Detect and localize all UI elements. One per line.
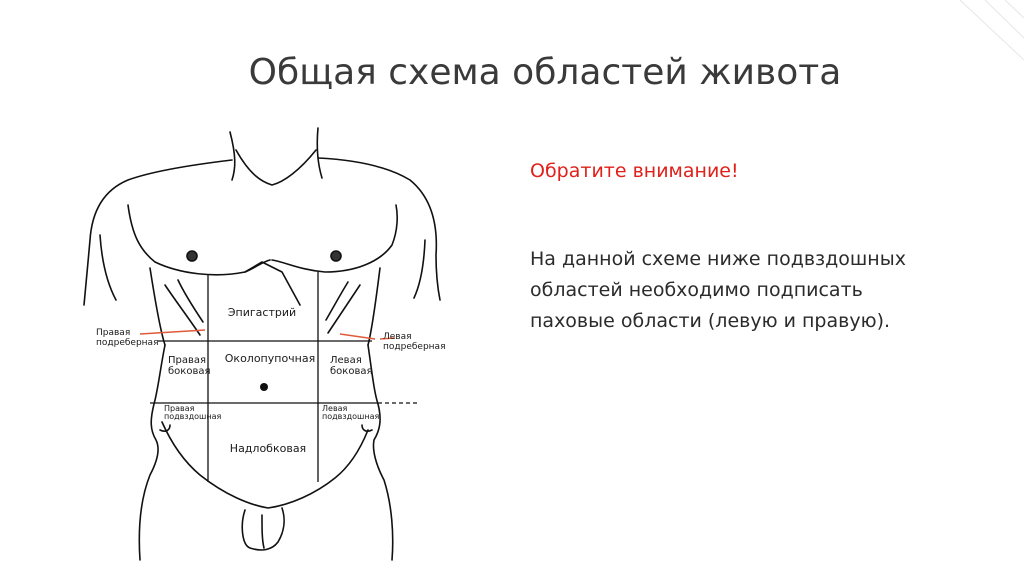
navel-marker bbox=[260, 383, 268, 391]
slide-title: Общая схема областей живота bbox=[248, 52, 842, 93]
label-right-iliac-line2: подвздошная bbox=[164, 412, 222, 421]
label-left-lateral-line1: Левая bbox=[330, 355, 362, 366]
label-left-hypochondriac-line2: подреберная bbox=[383, 342, 446, 352]
note-body: На данной схеме ниже подвздошных областей необходимо подписать паховые области (левую и правую). bbox=[530, 248, 906, 332]
region-labels bbox=[96, 306, 445, 455]
label-left-iliac-line1: Левая bbox=[322, 404, 348, 413]
label-right-hypochondriac-line1: Правая bbox=[96, 328, 131, 338]
label-right-lateral-line2: боковая bbox=[168, 366, 211, 377]
label-right-hypochondriac-line2: подреберная bbox=[96, 338, 159, 348]
label-umbilical: Околопупочная bbox=[224, 352, 316, 365]
label-hypogastric: Надлобковая bbox=[229, 442, 307, 455]
callout-lines bbox=[140, 330, 395, 339]
note-heading: Обратите внимание! bbox=[530, 160, 739, 182]
label-right-lateral-line1: Правая bbox=[168, 355, 207, 366]
label-left-lateral-line2: боковая bbox=[330, 366, 373, 377]
label-left-hypochondriac-line1: Левая bbox=[383, 332, 412, 342]
label-right-iliac-line1: Правая bbox=[164, 404, 195, 413]
label-left-iliac-line2: подвздошная bbox=[322, 412, 380, 421]
label-epigastric: Эпигастрий bbox=[227, 306, 297, 319]
